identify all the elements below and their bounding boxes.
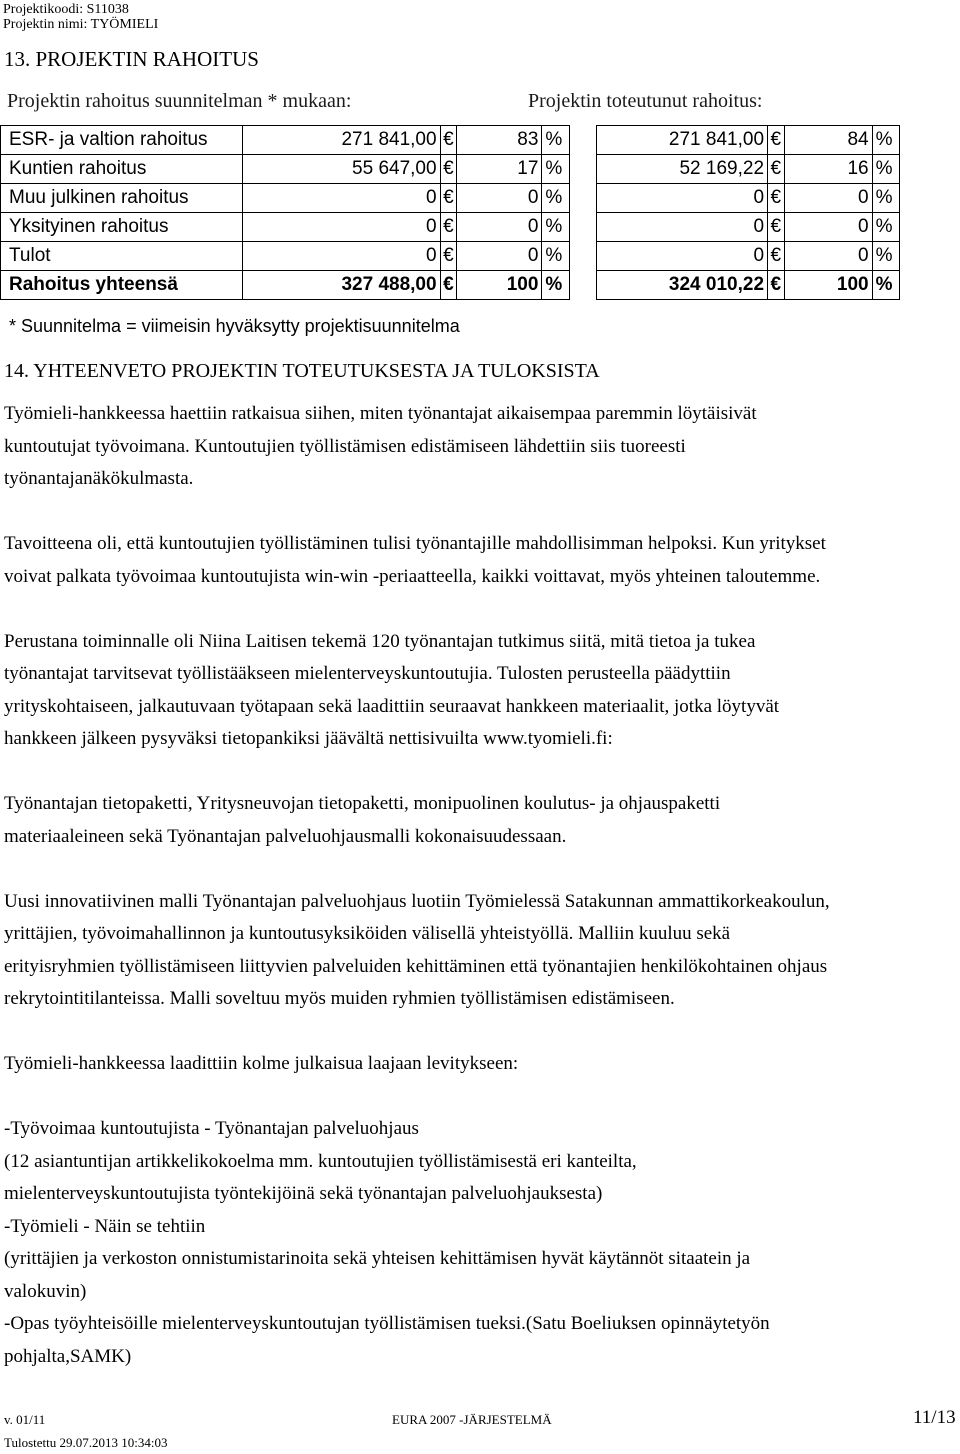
actual-percent: 16 <box>784 155 872 184</box>
currency-symbol: € <box>768 213 785 242</box>
percent-symbol: % <box>542 126 569 155</box>
actual-percent: 0 <box>784 184 872 213</box>
funding-total-row <box>1 271 900 300</box>
funding-source-label: Muu julkinen rahoitus <box>1 184 243 213</box>
percent-symbol: % <box>872 213 899 242</box>
funding-source-label: Tulot <box>1 242 243 271</box>
funding-row <box>1 242 900 271</box>
percent-symbol: % <box>542 271 569 300</box>
funding-source-label: Yksityinen rahoitus <box>1 213 243 242</box>
actual-percent: 100 <box>784 271 872 300</box>
summary-text <box>4 398 956 1373</box>
summary-line: työnantajat tarvitsevat työllistääkseen mielenterveyskuntoutujia. Tulosten perusteella päädyttiin <box>4 663 731 684</box>
planned-amount: 55 647,00 <box>242 155 440 184</box>
actual-amount: 324 010,22 <box>597 271 768 300</box>
actual-amount: 0 <box>597 184 768 213</box>
planned-percent: 100 <box>457 271 542 300</box>
funding-table <box>0 125 900 300</box>
summary-line: -Opas työyhteisöille mielenterveyskuntoutujan työllistämisen tueksi.(Satu Boeliuksen opinnäytetyön <box>4 1313 770 1334</box>
currency-symbol: € <box>768 155 785 184</box>
summary-line: hankkeen jälkeen pysyväksi tietopankiksi jäävältä nettisivuilta www.tyomieli.fi: <box>4 728 613 749</box>
actual-percent: 84 <box>784 126 872 155</box>
actual-percent: 0 <box>784 213 872 242</box>
summary-line: valokuvin) <box>4 1280 87 1302</box>
planned-amount: 271 841,00 <box>242 126 440 155</box>
printed-timestamp: Tulostettu 29.07.2013 10:34:03 <box>4 1435 168 1450</box>
summary-line: erityisryhmien työllistämiseen liittyvien palveluiden kehittäminen että työnantajien henkilökohtainen ohjaus <box>4 955 828 977</box>
column-gap <box>569 213 596 242</box>
currency-symbol: € <box>768 126 785 155</box>
planned-amount: 0 <box>242 184 440 213</box>
percent-symbol: % <box>872 184 899 213</box>
summary-line: -Työmieli - Näin se tehtiin <box>4 1215 206 1237</box>
currency-symbol: € <box>768 271 785 300</box>
percent-symbol: % <box>542 155 569 184</box>
percent-symbol: % <box>542 184 569 213</box>
summary-line: Perustana toiminnalle oli Niina Laitisen tekemä 120 työnantajan tutkimus siitä, mitä tietoa ja tukea <box>4 630 756 652</box>
summary-line: voivat palkata työvoimaa kuntoutujista win-win -periaatteella, kaikki voittavat, myös yhteinen taloutemme. <box>4 565 821 587</box>
column-gap <box>569 184 596 213</box>
project-name: Projektin nimi: TYÖMIELI <box>3 17 159 32</box>
blank-line <box>4 496 956 529</box>
summary-line: Työmieli-hankkeessa haettiin ratkaisua siihen, miten työnantajat aikaisempaa paremmin löytäisivät <box>4 403 757 424</box>
funding-source-label: Kuntien rahoitus <box>1 155 243 184</box>
summary-line: kuntoutujat työvoimana. Kuntoutujien työllistämisen edistämiseen lähdettiin siis tuoreesti <box>4 435 686 457</box>
currency-symbol: € <box>768 242 785 271</box>
currency-symbol: € <box>768 184 785 213</box>
currency-symbol: € <box>440 155 457 184</box>
page-number: 11/13 <box>913 1407 956 1428</box>
blank-line <box>4 1016 956 1049</box>
summary-line: pohjalta,SAMK) <box>4 1345 132 1367</box>
plan-footnote: * Suunnitelma = viimeisin hyväksytty projektisuunnitelma <box>9 316 460 336</box>
summary-line: (yrittäjien ja verkoston onnistumistarinoita sekä yhteisen kehittämisen hyvät käytännöt sitaatein ja <box>4 1248 751 1269</box>
summary-line: Uusi innovatiivinen malli Työnantajan palveluohjaus luotiin Työmielessä Satakunnan ammattikorkeakoulun, <box>4 890 830 912</box>
currency-symbol: € <box>440 184 457 213</box>
actual-amount: 0 <box>597 213 768 242</box>
summary-line: Työnantajan tietopaketti, Yritysneuvojan tietopaketti, monipuolinen koulutus- ja ohjauspaketti <box>4 793 721 814</box>
summary-line: rekrytointitilanteissa. Malli soveltuu myös muiden ryhmien työllistämisen edistämiseen. <box>4 988 675 1009</box>
funding-row <box>1 213 900 242</box>
percent-symbol: % <box>872 271 899 300</box>
planned-percent: 0 <box>457 213 542 242</box>
column-gap <box>569 155 596 184</box>
column-gap <box>569 242 596 271</box>
version-label: v. 01/11 <box>4 1412 46 1427</box>
percent-symbol: % <box>542 242 569 271</box>
funding-row <box>1 126 900 155</box>
percent-symbol: % <box>872 155 899 184</box>
planned-percent: 17 <box>457 155 542 184</box>
planned-funding-label: Projektin rahoitus suunnitelman * mukaan: <box>7 90 352 112</box>
currency-symbol: € <box>440 242 457 271</box>
percent-symbol: % <box>542 213 569 242</box>
summary-line: materiaaleineen sekä Työnantajan palveluohjausmalli kokonaisuudessaan. <box>4 825 567 847</box>
blank-line <box>4 593 956 626</box>
project-code: Projektikoodi: S11038 <box>3 2 129 17</box>
planned-amount: 0 <box>242 242 440 271</box>
summary-line: (12 asiantuntijan artikkelikokoelma mm. kuntoutujien työllistämisestä eri kanteilta, <box>4 1150 637 1172</box>
summary-line: Työmieli-hankkeessa laadittiin kolme julkaisua laajaan levitykseen: <box>4 1053 519 1074</box>
percent-symbol: % <box>872 126 899 155</box>
currency-symbol: € <box>440 213 457 242</box>
percent-symbol: % <box>872 242 899 271</box>
summary-line: Tavoitteena oli, että kuntoutujien työllistäminen tulisi työnantajille mahdollisimman helpoksi. Kun yritykset <box>4 533 826 554</box>
summary-line: yrityskohtaiseen, jalkautuvaan työtapaan sekä laadittiin seuraavat hankkeen materiaalit, jotka löytyvät <box>4 695 780 717</box>
actual-amount: 271 841,00 <box>597 126 768 155</box>
actual-amount: 52 169,22 <box>597 155 768 184</box>
actual-amount: 0 <box>597 242 768 271</box>
column-gap <box>569 271 596 300</box>
currency-symbol: € <box>440 271 457 300</box>
planned-amount: 327 488,00 <box>242 271 440 300</box>
planned-amount: 0 <box>242 213 440 242</box>
summary-line: mielenterveyskuntoutujista työntekijöinä sekä työnantajan palveluohjauksesta) <box>4 1183 603 1204</box>
summary-line: yrittäjien, työvoimahallinnon ja kuntoutusyksiköiden välisellä yhteistyöllä. Malliin kuuluu sekä <box>4 923 731 944</box>
blank-line <box>4 853 956 886</box>
actual-funding-label: Projektin toteutunut rahoitus: <box>528 90 763 112</box>
funding-row <box>1 155 900 184</box>
planned-percent: 83 <box>457 126 542 155</box>
system-label: EURA 2007 -JÄRJESTELMÄ <box>392 1412 552 1427</box>
summary-line: työnantajanäkökulmasta. <box>4 468 194 489</box>
funding-source-label: ESR- ja valtion rahoitus <box>1 126 243 155</box>
planned-percent: 0 <box>457 242 542 271</box>
column-gap <box>569 126 596 155</box>
summary-line: -Työvoimaa kuntoutujista - Työnantajan palveluohjaus <box>4 1118 419 1139</box>
currency-symbol: € <box>440 126 457 155</box>
planned-percent: 0 <box>457 184 542 213</box>
funding-row <box>1 184 900 213</box>
blank-line <box>4 1081 956 1114</box>
section-14-title: 14. YHTEENVETO PROJEKTIN TOTEUTUKSESTA JA TULOKSISTA <box>4 360 600 382</box>
funding-source-label: Rahoitus yhteensä <box>1 271 243 300</box>
actual-percent: 0 <box>784 242 872 271</box>
section-13-title: 13. PROJEKTIN RAHOITUS <box>4 47 259 71</box>
blank-line <box>4 756 956 789</box>
